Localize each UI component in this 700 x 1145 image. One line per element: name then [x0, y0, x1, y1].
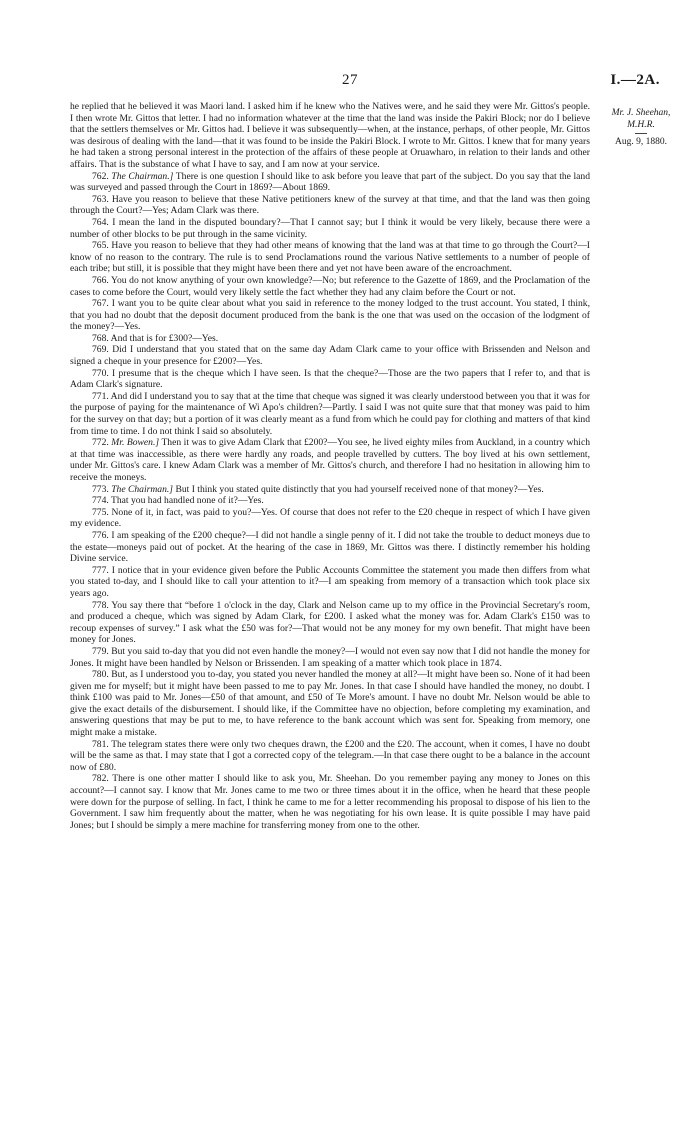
evidence-paragraph — [70, 739, 590, 774]
page-reference: I.—2A. — [610, 72, 660, 88]
paragraph-text: The telegram states there were only two cheques drawn, the £200 and the £20. The account, when it comes, I have no doubt will be the same as that. I may state that I got a corrected copy of the telegram.—In that case there ought to be a balance in the account now of £80. — [70, 738, 590, 773]
evidence-paragraph — [70, 275, 590, 298]
evidence-paragraph — [70, 495, 590, 507]
evidence-paragraph — [70, 565, 590, 600]
paragraph-text: Have you reason to believe that they had other means of knowing that the land was at that time to go through the Court?—I know of no reason to the contrary. The rule is to send Proclamations round the various Native settlements to a number of people of each tribe; but still, it is possible that they might have been there and yet not have been aware of the encroachment. — [70, 240, 591, 275]
paragraph-text: You do not know anything of your own knowledge?—No; but reference to the Gazette of 1869, and the Proclamation of the cases to come before the Court, would very likely settle the fact whether they had any claim before the Court or not. — [70, 274, 590, 298]
question-number: 769. — [92, 344, 113, 356]
paragraph-text: I mean the land in the disputed boundary?—That I cannot say; but I think it would be very likely, because there were a number of other blocks to be put through in the same vicinity. — [70, 216, 591, 240]
evidence-body — [70, 101, 590, 831]
question-number: 773. — [92, 483, 112, 495]
paragraph-text: Then it was to give Adam Clark that £200?—You see, he lived eighty miles from Auckland, in a country which at that time was inaccessible, as there were hardly any roads, and people travelled by cutters. The boy lived at his own settlement, under Mr. Gittos's care. I knew Adam Clark was a member of Mr. Gittos's church, and therefore I had no hesitation in allowing him to receive the moneys. — [70, 437, 591, 483]
evidence-paragraph — [70, 240, 590, 275]
paragraph-text: You say there that “before 1 o'clock in the day, Clark and Nelson came up to my office in the Provincial Secretary's room, and produced a cheque, which was signed by Adam Clark, for £200. I asked what the money was for. Adam Clark's £150 was to recoup expenses of survey.” I ask what the £50 was for?—That would not be any money for my own benefit. That might have been money for Jones. — [70, 599, 590, 646]
paragraph-text: I want you to be quite clear about what you said in reference to the money lodged to the trust account. You stated, I think, that you had no doubt that the deposit document produced from the bank is the one that was used on the occasion of the lodgment of the money?—Yes. — [70, 298, 591, 333]
evidence-paragraph — [70, 437, 590, 483]
paragraph-text: There is one question I should like to ask before you leave that part of the subject. Do you say that the land was surveyed and passed through the Court in 1869?—About 1869. — [70, 170, 591, 194]
paragraph-text: But, as I understood you to-day, you stated you never handled the money at all?—It might have been so. None of it had been given me for myself; but it might have been passed to me to pay Mr. Jones. In that case I should have handled the money, no doubt. I think £100 was paid to Mr. Jones—£50 of that amount, and £50 of Te More's amount. I have no doubt Mr. Nelson would be able to give the exact details of the disbursement. I should like, if the Committee have no objection, before completing my examination, and answering questions that may be put to me, to have reference to the bank account which was sent for. Speaking from memory, one might make a mistake. — [70, 669, 591, 739]
question-number: 772. — [92, 437, 112, 449]
evidence-paragraph — [70, 507, 590, 530]
question-number: 780. — [92, 669, 112, 681]
evidence-paragraph — [70, 217, 590, 240]
question-number: 766. — [92, 274, 112, 286]
speaker-label: Mr. Bowen.] — [111, 437, 160, 449]
paragraph-text: None of it, in fact, was paid to you?—Yes. Of course that does not refer to the £20 cheque in respect of which I have given my evidence. — [70, 506, 590, 530]
witness-title: M.H.R. — [627, 120, 655, 130]
question-number: 778. — [92, 599, 112, 611]
question-number: 774. — [92, 495, 112, 507]
evidence-paragraph — [70, 194, 590, 217]
paragraph-text: Did I understand that you stated that on the same day Adam Clark came to your office with Brissenden and Nelson and signed a cheque in your presence for £200?—Yes. — [70, 344, 591, 368]
paragraph-text: That you had handled none of it?—Yes. — [111, 495, 264, 507]
evidence-paragraph — [70, 773, 590, 831]
speaker-label: The Chairman.] — [111, 483, 174, 495]
question-number: 764. — [92, 216, 113, 228]
question-number: 770. — [92, 367, 113, 379]
witness-name: Mr. J. Sheehan, — [611, 108, 671, 118]
question-number: 782. — [92, 773, 113, 785]
evidence-paragraph — [70, 600, 590, 646]
evidence-paragraph — [70, 391, 590, 437]
paragraph-text: But you said to-day that you did not even handle the money?—I would not even say now that I did not handle the money for Jones. It might have been handled by Nelson or Brissenden. I am speaking of a matter which took place in 1874. — [70, 645, 591, 669]
paragraph-text: And that is for £300?—Yes. — [110, 332, 219, 344]
question-number: 781. — [92, 738, 112, 750]
evidence-paragraph — [70, 101, 590, 171]
paragraph-text: I am speaking of the £200 cheque?—I did not handle a single penny of it. I did not take the trouble to deduct moneys due to the estate—moneys paid out of pocket. At the hearing of the case in 1869, Mr. Gittos was there. I distinctly remember his holding Divine service. — [70, 529, 590, 565]
question-number: 779. — [92, 645, 112, 657]
margin-note — [598, 107, 684, 148]
question-number: 768. — [92, 332, 111, 344]
speaker-label: The Chairman.] — [111, 170, 174, 182]
page-number: 27 — [342, 72, 358, 88]
evidence-paragraph — [70, 368, 590, 391]
paragraph-text: There is one other matter I should like to ask you, Mr. Sheehan. Do you remember paying any money to Jones on this account?—I cannot say. I know that Mr. Jones came to me two or three times about it in the office, when he heard that these people were down for the purpose of selling. In fact, I think he came to me for a letter recommending his proposal to dispose of his lien to the Government. I saw him frequently about the matter, when he was negotiating for his own lease. It is quite possible I may have paid Jones; but I should be simply a mere machine for transferring money from one to the other. — [70, 773, 591, 831]
question-number: 767. — [92, 298, 112, 310]
question-number: 777. — [92, 564, 112, 576]
paragraph-text: I notice that in your evidence given before the Public Accounts Committee the statement you made then differs from what you stated to-day, and I should like to call your attention to it?—I am speaking from memory of a transaction which took place six years ago. — [70, 564, 591, 599]
paragraph-text: Have you reason to believe that these Native petitioners knew of the survey at that time, and that the land was then going through the Court?—Yes; Adam Clark was there. — [70, 193, 590, 217]
question-number: 762. — [92, 170, 112, 182]
evidence-paragraph — [70, 484, 590, 496]
question-number: 776. — [92, 529, 112, 541]
evidence-paragraph — [70, 298, 590, 333]
margin-divider — [635, 133, 647, 134]
question-number: 771. — [92, 390, 111, 402]
paragraph-text: But I think you stated quite distinctly that you had yourself received none of that money?—Yes. — [175, 483, 544, 495]
evidence-paragraph — [70, 646, 590, 669]
paragraph-text: And did I understand you to say that at the time that cheque was signed it was clearly understood between you that it was for the purpose of paying for the maintenance of Wi Apo's children?—Partly. I said I was not quite sure that that money was paid to him for the survey on that day; but a portion of it was clearly meant as a fund from which he could pay for clothing and matters of that kind from time to time. I do not think I said so absolutely. — [70, 390, 590, 437]
paragraph-text: he replied that he believed it was Maori land. I asked him if he knew who the Natives were, and he said they were Mr. Gittos's people. I then wrote Mr. Gittos that letter. I had no information whatever at the time that the land was inside the Pakiri Block; nor do I believe that the settlers themselves or Mr. Gittos had. I believe it was subsequently—when, at the instance, perhaps, of other people, Mr. Gittos was desirous of dealing with the land—that it was found to be inside the Pakiri Block. I wrote to Mr. Gittos. I knew that for many years he had taken a strong personal interest in the protection of the affairs of these people at Oruawharo, in relation to their lands and other affairs. That is the substance of what I have to say, and I am now at your service. — [70, 101, 590, 170]
paragraph-text: I presume that is the cheque which I have seen. Is that the cheque?—Those are the two papers that I refer to, and that is Adam Clark's signature. — [70, 367, 591, 391]
hearing-date: Aug. 9, 1880. — [615, 137, 667, 147]
evidence-paragraph — [70, 171, 590, 194]
evidence-paragraph — [70, 344, 590, 367]
question-number: 775. — [92, 506, 112, 518]
evidence-paragraph — [70, 333, 590, 345]
question-number: 765. — [92, 240, 112, 252]
evidence-paragraph — [70, 669, 590, 739]
evidence-paragraph — [70, 530, 590, 565]
question-number: 763. — [92, 193, 112, 205]
